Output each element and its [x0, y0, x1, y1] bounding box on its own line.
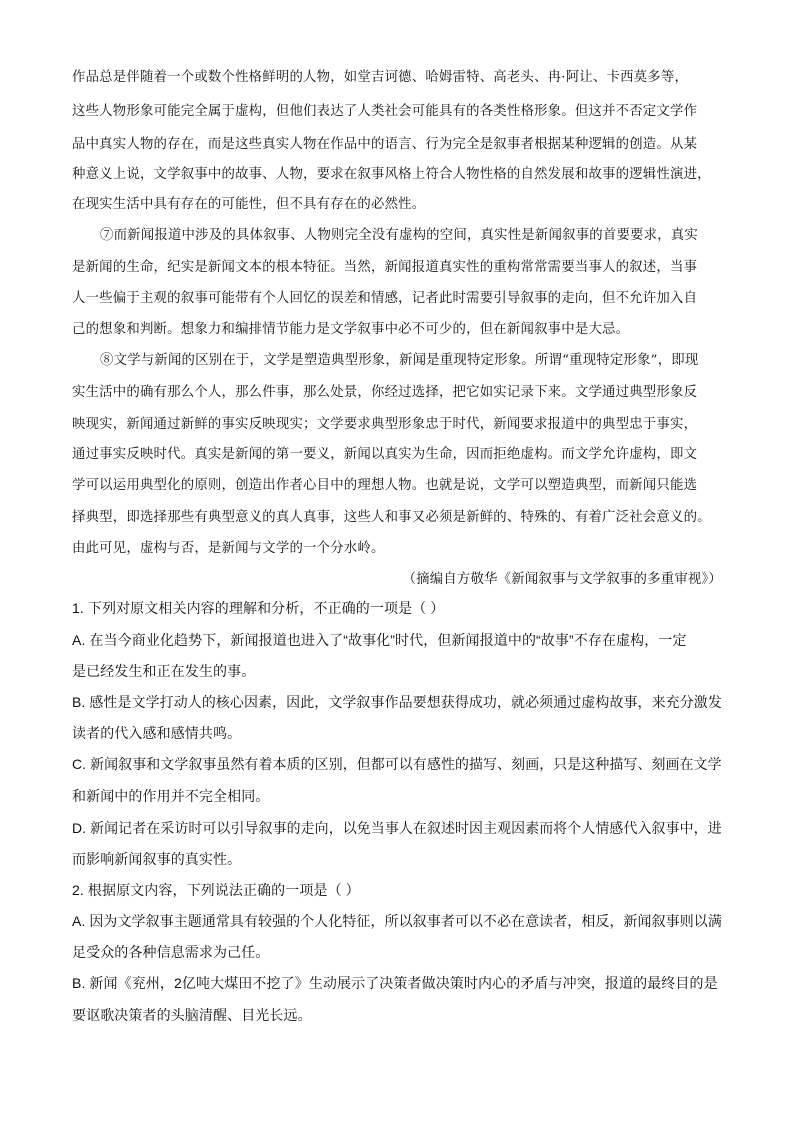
question-1-stem: 1. 下列对原文相关内容的理解和分析，不正确的一项是（ ） [72, 600, 445, 616]
question-2-option-b: 要讴歌决策者的头脑清醒、目光长远。 [72, 1007, 312, 1023]
question-2-option-a: 足受众的各种信息需求为己任。 [72, 944, 270, 960]
question-1-option-d: 而影响新闻叙事的真实性。 [72, 851, 242, 867]
passage-line: 在现实生活中具有存在的可能性，但不具有存在的必然性。 [72, 197, 426, 212]
question-1-option-b: 读者的代入感和感情共鸣。 [72, 725, 242, 741]
passage-line: 映现实，新闻通过新鲜的事实反映现实；文学要求典型形象忠于时代，新闻要求报道中的典型忠于事实， [72, 417, 698, 432]
passage-line: ⑦而新闻报道中涉及的具体叙事、人物则完全没有虚构的空间，真实性是新闻叙事的首要要求，真实 [100, 228, 698, 243]
passage-line: 择典型，即选择那些有典型意义的真人真事，这些人和事又必须是新鲜的、特殊的、有着广泛社会意义的。 [72, 510, 711, 525]
passage-line: 作品总是伴随着一个或数个性格鲜明的人物，如堂吉诃德、哈姆雷特、高老头、冉·阿让、卡西莫多等， [72, 70, 689, 85]
passage-line: 是新闻的生命，纪实是新闻文本的根本特征。当然，新闻报道真实性的重构常常需要当事人的叙述，当事 [72, 260, 698, 275]
passage-line: 学可以运用典型化的原则，创造出作者心目中的理想人物。也就是说，文学可以塑造典型，而新闻只能选 [72, 478, 698, 493]
question-1-option-c: C. 新闻叙事和文学叙事虽然有着本质的区别，但都可以有感性的描写、刻画，只是这种描写、刻画在文学 [72, 756, 722, 772]
question-1-option-a: A. 在当今商业化趋势下，新闻报道也进入了“故事化”时代，但新闻报道中的“故事”不存在虚构，一定 [72, 632, 687, 648]
passage-line: 人一些偏于主观的叙事可能带有个人回忆的误差和情感，记者此时需要引导叙事的走向，但不允许加入自 [72, 291, 698, 306]
passage-line: 种意义上说，文学叙事中的故事、人物，要求在叙事风格上符合人物性格的自然发展和故事的逻辑性演进， [72, 167, 711, 182]
passage-line: 通过事实反映时代。真实是新闻的第一要义，新闻以真实为生命，因而拒绝虚构。而文学允许虚构，即文 [72, 447, 698, 462]
passage-line: 由此可见，虚构与否，是新闻与文学的一个分水岭。 [72, 541, 385, 556]
question-1-option-d: D. 新闻记者在采访时可以引导叙事的走向，以免当事人在叙述时因主观因素而将个人情感代入叙事中，进 [72, 820, 722, 836]
question-2-option-b: B. 新闻《兖州，2亿吨大煤田不挖了》生动展示了决策者做决策时内心的矛盾与冲突，报道的最终目的是 [72, 975, 718, 991]
passage-line: 这些人物形象可能完全属于虚构，但他们表达了人类社会可能具有的各类性格形象。但这并不否定文学作 [72, 104, 698, 119]
question-2-stem: 2. 根据原文内容，下列说法正确的一项是（ ） [72, 882, 360, 898]
passage-line: 品中真实人物的存在，而是这些真实人物在作品中的语言、行为完全是叙事者根据某种逻辑的创造。从某 [72, 137, 698, 152]
question-1-option-c: 和新闻中的作用并不完全相同。 [72, 788, 270, 804]
source-citation: （摘编自方敬华《新闻叙事与文学叙事的多重审视》） [402, 572, 722, 587]
question-2-option-a: A. 因为文学叙事主题通常具有较强的个人化特征，所以叙事者可以不必在意读者，相反，新闻叙事则以满 [72, 913, 722, 929]
passage-line: 实生活中的确有那么个人，那么件事，那么处景，你经过选择，把它如实记录下来。文学通过典型形象反 [72, 385, 698, 400]
passage-line: 己的想象和判断。想象力和编排情节能力是文学叙事中必不可少的，但在新闻叙事中是大忌。 [72, 322, 630, 337]
question-1-option-a: 是已经发生和正在发生的事。 [72, 663, 256, 679]
passage-line: ⑧文学与新闻的区别在于，文学是塑造典型形象，新闻是重现特定形象。所谓“重现特定形象”，即现 [100, 353, 699, 368]
question-1-option-b: B. 感性是文学打动人的核心因素，因此，文学叙事作品要想获得成功，就必须通过虚构故事，来充分激发 [72, 694, 722, 710]
